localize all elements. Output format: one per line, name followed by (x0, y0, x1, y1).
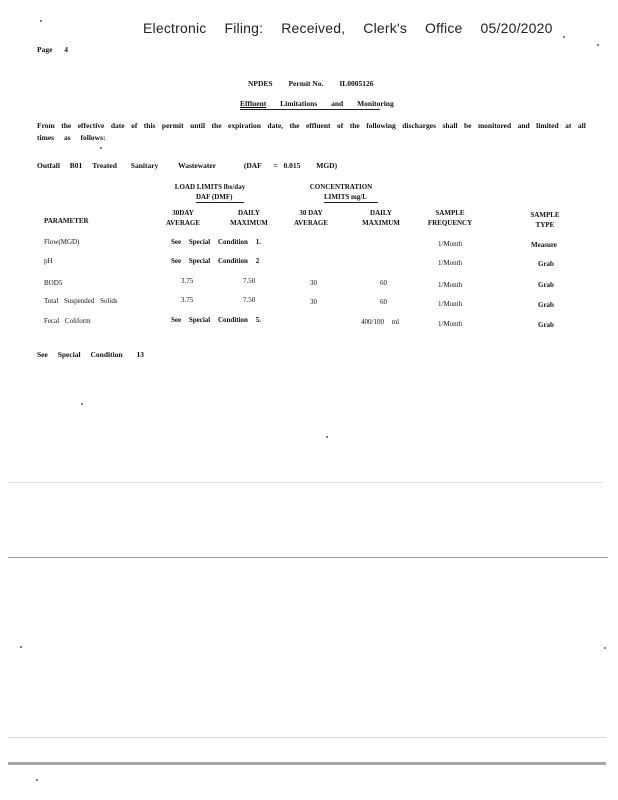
scan-speck (20, 646, 22, 648)
load-limits-title: LOAD LIMITS lbs/day (174, 183, 246, 191)
intro-word: effective (77, 121, 105, 130)
table-row-type: Grab (538, 260, 554, 268)
col-load-avg (160, 208, 206, 228)
table-row-conc-max: 400/100 ml (361, 318, 400, 326)
page-indicator (37, 45, 68, 54)
title-word: Limitations (280, 99, 318, 108)
title-word: Effluent (240, 99, 267, 108)
table-row-frequency: 1/Month (438, 300, 463, 308)
intro-word: the (349, 121, 360, 130)
scan-speck (604, 647, 606, 649)
intro-word: of (337, 121, 344, 130)
col-load-avg-l1: 30DAY (172, 209, 194, 217)
table-row-param: Total Suspended Solids (44, 297, 118, 305)
table-row-param: pH (44, 257, 53, 265)
col-load-max (226, 208, 272, 228)
stamp-word: Clerk's (363, 20, 408, 36)
col-conc-max-l1: DAILY (370, 209, 392, 217)
table-row-frequency: 1/Month (438, 259, 463, 267)
intro-word: the (211, 121, 222, 130)
outfall-word: (DAF (243, 161, 262, 170)
title-word: Monitoring (357, 99, 394, 108)
table-row-type: Grab (538, 281, 554, 289)
intro-word: effluent (305, 121, 331, 130)
stamp-word: Office (425, 20, 463, 36)
npdes-label: NPDES (248, 79, 273, 88)
table-row-type: Grab (538, 301, 554, 309)
intro-word: limited (536, 121, 559, 130)
intro-word: discharges (402, 121, 437, 130)
intro-word: and (517, 121, 530, 130)
outfall-word: 0.015 (283, 161, 301, 170)
scan-speck (597, 44, 599, 46)
scan-speck (100, 147, 102, 149)
permit-no: IL0005126 (339, 79, 374, 88)
stamp-date: 05/20/2020 (480, 20, 553, 36)
page-label: Page (37, 45, 53, 54)
permit-heading (248, 79, 374, 88)
footnote-word: See (37, 350, 48, 359)
footnote-word: Condition (90, 350, 123, 359)
scan-line (8, 482, 603, 483)
intro-word: be (463, 121, 472, 130)
document-title (240, 99, 394, 110)
outfall-word: Sanitary (130, 161, 159, 170)
col-type-l2: TYPE (535, 221, 555, 229)
title-word: and (331, 99, 344, 108)
scan-speck (81, 403, 83, 405)
stamp-word: Received, (281, 20, 346, 36)
load-limits-header (170, 182, 250, 203)
scan-line (8, 737, 606, 738)
scan-speck (36, 779, 38, 781)
outfall-word: MGD) (316, 161, 338, 170)
intro-word: expiration (228, 121, 261, 130)
concentration-header (296, 182, 386, 203)
table-row-conc-avg: 30 (310, 279, 317, 287)
table-row-load-max: 7.50 (243, 296, 256, 304)
intro-word: until (190, 121, 206, 130)
intro-word: date (110, 121, 125, 130)
col-conc-max (358, 208, 404, 228)
table-row-frequency: 1/Month (438, 320, 463, 328)
table-row-type: Grab (538, 321, 554, 329)
intro-word: this (143, 121, 156, 130)
scan-line (8, 762, 606, 765)
intro-word: the (61, 121, 72, 130)
outfall-word: Outfall (37, 161, 60, 170)
table-row-note: See Special Condition 5. (171, 316, 261, 324)
table-row-load-avg: 3.75 (181, 277, 194, 285)
col-type-l1: SAMPLE (530, 211, 560, 219)
intro-line-2 (37, 133, 106, 142)
footnote-word: 13 (136, 350, 144, 359)
page-number: 4 (64, 45, 69, 54)
load-limits-sub: DAF (DMF) (196, 192, 244, 203)
table-row-param: BOD5 (44, 279, 63, 287)
intro-word: monitored (477, 121, 512, 130)
intro-word: times (37, 133, 55, 142)
concentration-sub: LIMITS mg/L (324, 192, 378, 203)
outfall-description (37, 161, 337, 170)
outfall-word: Wastewater (178, 161, 216, 170)
outfall-word: B01 (69, 161, 83, 170)
intro-word: date, (267, 121, 284, 130)
footnote (37, 350, 144, 359)
footnote-word: Special (57, 350, 81, 359)
scan-speck (40, 20, 42, 22)
intro-word: of (131, 121, 138, 130)
col-conc-avg-l2: AVERAGE (293, 219, 329, 227)
intro-word: at (565, 121, 572, 130)
col-frequency (422, 208, 478, 228)
outfall-word: = (273, 161, 278, 170)
concentration-title: CONCENTRATION (309, 183, 373, 191)
col-conc-avg (288, 208, 334, 228)
intro-line-1 (37, 121, 586, 130)
col-load-max-l2: MAXIMUM (230, 219, 268, 227)
intro-word: all (577, 121, 586, 130)
filing-stamp (143, 20, 553, 36)
table-row-param: Fecal Coliform (44, 317, 91, 325)
table-row-conc-max: 60 (380, 279, 387, 287)
intro-word: follows: (80, 133, 106, 142)
table-row-load-avg: 3.75 (181, 296, 194, 304)
intro-word: as (63, 133, 71, 142)
intro-word: following (366, 121, 396, 130)
col-conc-max-l2: MAXIMUM (362, 219, 400, 227)
permit-no-label: Permit No. (288, 79, 324, 88)
table-row-type: Measure (531, 241, 557, 249)
table-row-frequency: 1/Month (438, 240, 463, 248)
col-parameter: PARAMETER (44, 217, 89, 225)
outfall-word: Treated (92, 161, 117, 170)
table-row-conc-max: 60 (380, 298, 387, 306)
col-type (522, 210, 568, 230)
col-frequency-l2: FREQUENCY (427, 219, 473, 227)
col-load-max-l1: DAILY (238, 209, 260, 217)
table-row-note: See Special Condition 2 (171, 257, 260, 265)
table-row-conc-avg: 30 (310, 298, 317, 306)
col-load-avg-l2: AVERAGE (165, 219, 201, 227)
table-row-param: Flow(MGD) (44, 238, 80, 246)
stamp-word: Electronic (143, 20, 207, 36)
stamp-word: Filing: (224, 20, 264, 36)
col-conc-avg-l1: 30 DAY (299, 209, 323, 217)
scan-speck (326, 436, 328, 438)
scan-speck (563, 36, 565, 38)
col-frequency-l1: SAMPLE (435, 209, 465, 217)
table-row-load-max: 7.50 (243, 277, 256, 285)
table-row-note: See Special Condition 1. (171, 238, 261, 246)
scan-line (8, 557, 608, 558)
intro-word: From (37, 121, 55, 130)
table-row-frequency: 1/Month (438, 281, 463, 289)
intro-word: permit (161, 121, 184, 130)
intro-word: the (289, 121, 300, 130)
intro-word: shall (442, 121, 458, 130)
